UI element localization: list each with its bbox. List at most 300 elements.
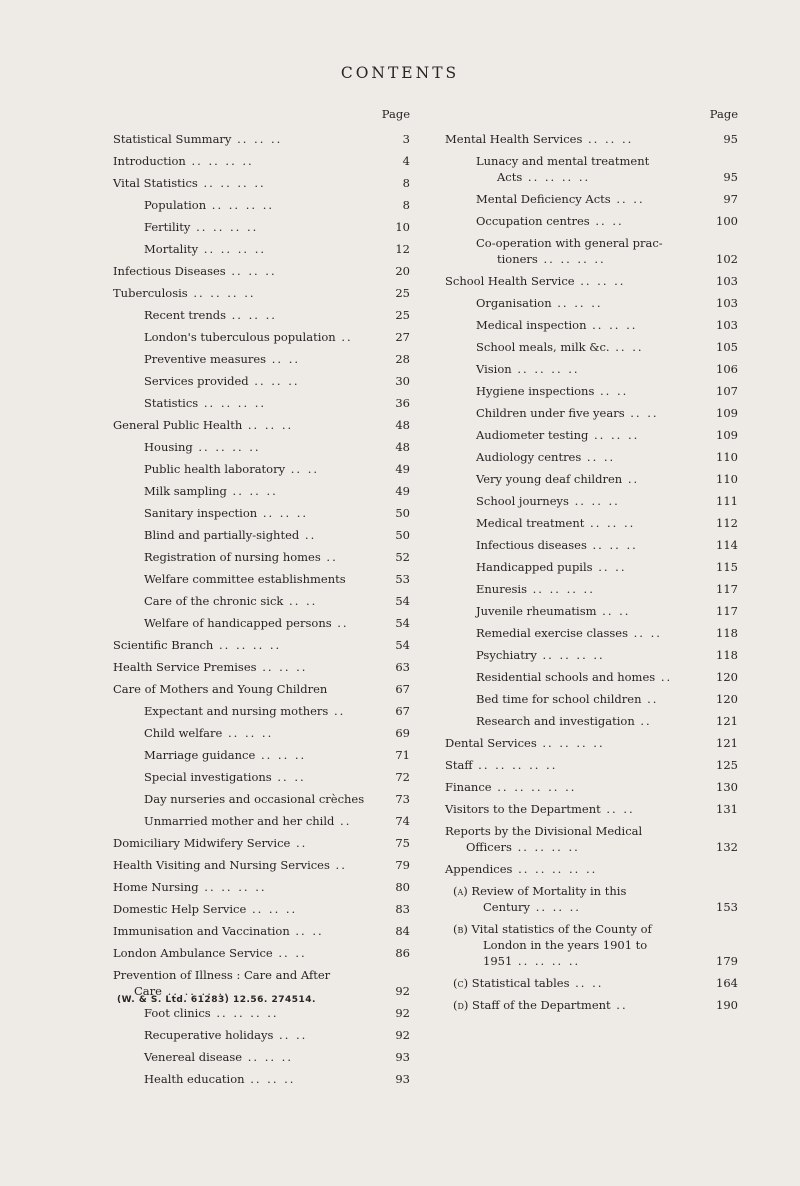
- leader-dots: ..: [331, 616, 349, 630]
- leader-dots: .. ..: [273, 1028, 308, 1042]
- leader-dots: .. .. .. ..: [197, 176, 266, 190]
- page-column-heading: Page: [381, 107, 410, 121]
- leader-dots: .. .. .. ..: [198, 242, 267, 256]
- toc-entry-page: 125: [716, 758, 738, 772]
- leader-dots: .. .. .. ..: [187, 286, 256, 300]
- toc-entry: [445, 881, 738, 919]
- toc-entry-label: Welfare of handicapped persons: [144, 616, 332, 630]
- toc-entry-page: 83: [395, 902, 410, 916]
- toc-entry: [445, 777, 738, 799]
- page-title: CONTENTS: [340, 64, 460, 82]
- toc-entry-continuation-text: tioners: [497, 252, 538, 266]
- toc-entry-label: Lunacy and mental treatment: [476, 154, 650, 168]
- leader-dots: .. ..: [271, 770, 306, 784]
- toc-entry-page: 86: [395, 946, 410, 960]
- leader-dots: ..: [655, 670, 673, 684]
- toc-entry-page: 112: [716, 516, 738, 530]
- toc-entry: [113, 283, 410, 305]
- toc-entry: [113, 899, 410, 921]
- toc-entry-page: 190: [716, 998, 738, 1012]
- toc-entry-page: 93: [395, 1072, 410, 1086]
- toc-entry-page: 103: [716, 296, 738, 310]
- toc-entry-label: Health Service Premises: [113, 660, 257, 674]
- toc-entry-page: 3: [402, 132, 410, 146]
- toc-entry: [113, 129, 410, 151]
- toc-entry: [113, 855, 410, 877]
- toc-entry: [445, 403, 738, 425]
- toc-entry-page: 120: [716, 692, 738, 706]
- leader-dots: .. ..: [610, 192, 645, 206]
- toc-entry-page: 103: [716, 274, 738, 288]
- toc-entry: [113, 239, 410, 261]
- toc-entry-page: 28: [395, 352, 410, 366]
- leader-dots: .. .. ..: [242, 1050, 293, 1064]
- toc-entry-label: Occupation centres: [476, 214, 590, 228]
- toc-entry: [445, 711, 738, 733]
- toc-entry: [445, 645, 738, 667]
- toc-entry: [113, 943, 410, 965]
- toc-entry-label: Child welfare: [144, 726, 223, 740]
- toc-entry: [113, 613, 410, 635]
- toc-entry-page: 54: [395, 616, 410, 630]
- leader-dots: .. .. ..: [226, 484, 278, 498]
- toc-entry-label: Sanitary inspection: [144, 506, 258, 520]
- leader-dots: ..: [334, 814, 352, 828]
- leader-dots: .. .. .. ..: [210, 1006, 279, 1020]
- toc-entry-label: Home Nursing: [113, 880, 199, 894]
- leader-dots: .. .. ..: [225, 264, 277, 278]
- toc-entry-page: 179: [716, 954, 738, 968]
- toc-entry-label: Audiometer testing: [476, 428, 589, 442]
- toc-entry: [445, 973, 738, 995]
- leader-dots: .. ..: [589, 214, 624, 228]
- toc-entry-page: 100: [716, 214, 738, 228]
- leader-dots: ..: [320, 550, 338, 564]
- toc-entry: [113, 437, 410, 459]
- toc-entry-label: Housing: [144, 440, 193, 454]
- leader-dots: .. ..: [285, 462, 320, 476]
- toc-entry: [445, 381, 738, 403]
- toc-entry-label: London Ambulance Service: [113, 946, 273, 960]
- toc-entry-page: 164: [716, 976, 738, 990]
- toc-entry: [113, 1003, 410, 1025]
- toc-entry-label: Recent trends: [144, 308, 226, 322]
- toc-entry-label: Residential schools and homes: [476, 670, 656, 684]
- toc-entry-label: Care of the chronic sick: [144, 594, 284, 608]
- leader-dots: .. .. .. ..: [198, 396, 267, 410]
- toc-entry-label: Services provided: [144, 374, 249, 388]
- toc-entry-page: 93: [395, 1050, 410, 1064]
- toc-entry: [445, 623, 738, 645]
- leader-dots: .. .. .. ..: [511, 840, 580, 854]
- toc-entry: [113, 745, 410, 767]
- toc-entry-label: Handicapped pupils: [476, 560, 593, 574]
- toc-entry-page: 111: [716, 494, 738, 508]
- toc-entry-label: Infectious diseases: [476, 538, 587, 552]
- toc-entry-page: 130: [716, 780, 738, 794]
- toc-entry-label: Appendices: [445, 862, 513, 876]
- toc-entry-page: 110: [716, 450, 738, 464]
- leader-dots: .. .. .. ..: [206, 198, 275, 212]
- toc-entry: [445, 535, 738, 557]
- toc-entry-label: Dental Services: [445, 736, 537, 750]
- leader-dots: .. ..: [592, 560, 627, 574]
- toc-entry: [113, 679, 410, 701]
- leader-dots: ..: [634, 714, 652, 728]
- toc-entry-page: 121: [716, 714, 738, 728]
- toc-entry-label: Infectious Diseases: [113, 264, 226, 278]
- toc-entry: [113, 833, 410, 855]
- toc-entry-label: Juvenile rheumatism: [476, 604, 597, 618]
- toc-entry-label: Prevention of Illness : Care and After: [113, 968, 331, 982]
- toc-entry-page: 25: [395, 286, 410, 300]
- toc-entry: [113, 657, 410, 679]
- toc-entry: [445, 315, 738, 337]
- toc-entry-label: Bed time for school children: [476, 692, 642, 706]
- toc-entry-page: 92: [395, 1028, 410, 1042]
- leader-dots: .. ..: [627, 626, 662, 640]
- toc-entry-label: Organisation: [476, 296, 552, 310]
- toc-entry: [445, 667, 738, 689]
- leader-dots: ..: [328, 704, 346, 718]
- toc-entry-page: 75: [395, 836, 410, 850]
- toc-entry-label: Marriage guidance: [144, 748, 256, 762]
- toc-entry-label: Staff: [445, 758, 473, 772]
- toc-entry: [113, 1025, 410, 1047]
- toc-entry-label: Hygiene inspections: [476, 384, 595, 398]
- toc-entry-page: 52: [395, 550, 410, 564]
- toc-entry-page: 71: [395, 748, 410, 762]
- toc-entry-page: 73: [395, 792, 410, 806]
- leader-dots: ..: [299, 528, 317, 542]
- leader-dots: .. .. ..: [584, 516, 636, 530]
- toc-entry-label: Preventive measures: [144, 352, 267, 366]
- toc-entry: [445, 129, 738, 151]
- toc-entry-label: Welfare committee establishments: [144, 572, 346, 586]
- toc-entry-page: 118: [716, 626, 738, 640]
- toc-entry: [113, 811, 410, 833]
- toc-entry-page: 84: [395, 924, 410, 938]
- toc-entry: [113, 481, 410, 503]
- leader-dots: .. .. ..: [246, 902, 298, 916]
- toc-entry-label: Mental Health Services: [445, 132, 583, 146]
- toc-entry-label: Visitors to the Department: [445, 802, 601, 816]
- toc-entry: [113, 151, 410, 173]
- toc-entry-continuation: [453, 937, 702, 953]
- toc-entry-page: 8: [402, 198, 410, 212]
- toc-entry-page: 109: [716, 406, 738, 420]
- toc-entry-label: Vital statistics of the County of: [471, 922, 652, 936]
- leader-dots: .. .. ..: [568, 494, 620, 508]
- contents-column-right: [445, 105, 738, 1017]
- toc-entry-label: Remedial exercise classes: [476, 626, 628, 640]
- toc-entry-page: 54: [395, 594, 410, 608]
- toc-entry: [445, 799, 738, 821]
- leader-dots: .. .. .. ..: [198, 880, 267, 894]
- appendix-marker: (b): [453, 922, 468, 936]
- leader-dots: .. .. ..: [551, 296, 603, 310]
- toc-entry: [445, 995, 738, 1017]
- leader-dots: ..: [290, 836, 308, 850]
- leader-dots: .. .. ..: [582, 132, 634, 146]
- leader-dots: .. ..: [266, 352, 301, 366]
- toc-entry: [445, 189, 738, 211]
- toc-entry-label: Research and investigation: [476, 714, 635, 728]
- toc-entry: [113, 701, 410, 723]
- leader-dots: .. ..: [289, 924, 324, 938]
- toc-entry-page: 117: [716, 604, 738, 618]
- toc-entry-page: 79: [395, 858, 410, 872]
- leader-dots: .. .. .. .. ..: [491, 780, 577, 794]
- appendix-marker: (d): [453, 998, 469, 1012]
- toc-entry: [113, 1047, 410, 1069]
- leader-dots: .. .. .. ..: [190, 220, 259, 234]
- toc-entry-page: 121: [716, 736, 738, 750]
- toc-entry-label: Enuresis: [476, 582, 527, 596]
- toc-entry-label: School Health Service: [445, 274, 575, 288]
- toc-entry: [113, 569, 410, 591]
- toc-entry-page: 110: [716, 472, 738, 486]
- toc-entry-label: Expectant and nursing mothers: [144, 704, 329, 718]
- leader-dots: .. .. ..: [530, 900, 581, 914]
- toc-entry-label: Unmarried mother and her child: [144, 814, 335, 828]
- toc-entry: [445, 211, 738, 233]
- toc-entry-page: 12: [395, 242, 410, 256]
- toc-entry: [113, 349, 410, 371]
- leader-dots: .. .. ..: [586, 318, 638, 332]
- toc-entry-label: Staff of the Department: [472, 998, 611, 1012]
- toc-entry-label: Public health laboratory: [144, 462, 286, 476]
- toc-entry-page: 92: [395, 984, 410, 998]
- toc-entry-label: Blind and partially-sighted: [144, 528, 300, 542]
- toc-entry: [445, 513, 738, 535]
- toc-entry-label: Medical treatment: [476, 516, 585, 530]
- toc-entry-label: Very young deaf children: [476, 472, 623, 486]
- toc-entry: [113, 635, 410, 657]
- toc-entry: [113, 1069, 410, 1091]
- leader-dots: .. ..: [596, 604, 631, 618]
- appendix-marker: (a): [453, 884, 468, 898]
- toc-entry-page: 63: [395, 660, 410, 674]
- toc-entry-continuation-text: Care: [134, 984, 162, 998]
- toc-entry: [113, 591, 410, 613]
- toc-entry-page: 107: [716, 384, 738, 398]
- leader-dots: ..: [610, 998, 628, 1012]
- toc-entry-page: 131: [716, 802, 738, 816]
- toc-entry-page: 153: [716, 900, 738, 914]
- leader-dots: .. .. ..: [256, 660, 308, 674]
- leader-dots: .. .. ..: [244, 1072, 296, 1086]
- leader-dots: ..: [641, 692, 659, 706]
- toc-entry: [113, 173, 410, 195]
- toc-entry: [445, 601, 738, 623]
- toc-entry: [445, 919, 738, 973]
- appendix-marker: (c): [453, 976, 469, 990]
- toc-entry: [113, 459, 410, 481]
- leader-dots: .. .. .. ..: [536, 736, 605, 750]
- toc-entry-page: 115: [716, 560, 738, 574]
- toc-entry-label: Scientific Branch: [113, 638, 214, 652]
- toc-entry-label: Health Visiting and Nursing Services: [113, 858, 330, 872]
- toc-entry-label: Introduction: [113, 154, 186, 168]
- toc-entry-label: Review of Mortality in this: [471, 884, 627, 898]
- toc-entry-page: 48: [395, 440, 410, 454]
- toc-entry-continuation: [445, 839, 702, 855]
- leader-dots: .. ..: [283, 594, 318, 608]
- leader-dots: .. ..: [600, 802, 635, 816]
- toc-entry-label: Mental Deficiency Acts: [476, 192, 611, 206]
- printer-imprint: (W. & S. Ltd. 61283) 12.56. 274514.: [117, 995, 316, 1005]
- toc-entry-page: 67: [395, 682, 410, 696]
- toc-entry-page: 114: [716, 538, 738, 552]
- toc-entry: [445, 733, 738, 755]
- toc-entry-continuation: [476, 251, 702, 267]
- toc-entry-label: Foot clinics: [144, 1006, 211, 1020]
- toc-entry: [445, 271, 738, 293]
- leader-dots: ..: [329, 858, 347, 872]
- toc-entry-page: 102: [716, 252, 738, 266]
- toc-entry-page: 69: [395, 726, 410, 740]
- leader-dots: .. .. ..: [231, 132, 283, 146]
- toc-entry-page: 27: [395, 330, 410, 344]
- toc-entry-label: Audiology centres: [476, 450, 582, 464]
- toc-entry-label: Medical inspection: [476, 318, 587, 332]
- toc-entry-page: 118: [716, 648, 738, 662]
- toc-entry-page: 105: [716, 340, 738, 354]
- toc-entry: [445, 447, 738, 469]
- toc-entry-label: Co-operation with general prac-: [476, 236, 663, 250]
- leader-dots: ..: [622, 472, 640, 486]
- toc-entry-continuation: [476, 169, 702, 185]
- toc-entry: [445, 689, 738, 711]
- toc-list: [445, 129, 738, 1017]
- leader-dots: .. .. ..: [248, 374, 300, 388]
- toc-entry-label: Statistical tables: [471, 976, 570, 990]
- toc-entry-continuation-text: Century: [483, 900, 531, 914]
- toc-entry-continuation-text: Officers: [466, 840, 512, 854]
- toc-entry-page: 72: [395, 770, 410, 784]
- toc-entry-page: 103: [716, 318, 738, 332]
- leader-dots: .. ..: [569, 976, 604, 990]
- toc-entry-continuation-text: 1951: [483, 954, 513, 968]
- toc-entry-label: Registration of nursing homes: [144, 550, 321, 564]
- toc-entry-page: 117: [716, 582, 738, 596]
- toc-entry: [445, 557, 738, 579]
- toc-entry-label: Care of Mothers and Young Children: [113, 682, 328, 696]
- toc-entry: [113, 547, 410, 569]
- toc-entry-label: Health education: [144, 1072, 245, 1086]
- toc-entry: [445, 491, 738, 513]
- toc-entry: [113, 261, 410, 283]
- leader-dots: .. .. ..: [574, 274, 626, 288]
- leader-dots: .. .. .. ..: [512, 954, 581, 968]
- toc-entry-label: Statistics: [144, 396, 199, 410]
- page-column-heading: Page: [709, 107, 738, 121]
- toc-entry-page: 4: [402, 154, 410, 168]
- toc-entry: [445, 579, 738, 601]
- toc-entry-page: 8: [402, 176, 410, 190]
- toc-entry-page: 48: [395, 418, 410, 432]
- toc-entry-label: Recuperative holidays: [144, 1028, 274, 1042]
- toc-entry: [445, 469, 738, 491]
- toc-entry-continuation: [453, 953, 702, 969]
- toc-entry-label: Vision: [476, 362, 512, 376]
- toc-entry-page: 120: [716, 670, 738, 684]
- toc-entry: [445, 859, 738, 881]
- toc-entry-page: 30: [395, 374, 410, 388]
- toc-entry-label: Immunisation and Vaccination: [113, 924, 290, 938]
- leader-dots: .. .. .. .. ..: [512, 862, 598, 876]
- toc-entry-page: 50: [395, 528, 410, 542]
- toc-entry-label: Statistical Summary: [113, 132, 232, 146]
- toc-entry-label: Tuberculosis: [113, 286, 188, 300]
- toc-entry-page: 49: [395, 484, 410, 498]
- toc-entry-label: Children under five years: [476, 406, 625, 420]
- toc-entry-page: 97: [723, 192, 738, 206]
- toc-entry: [113, 305, 410, 327]
- leader-dots: .. .. ..: [588, 428, 640, 442]
- toc-entry-label: Venereal disease: [144, 1050, 243, 1064]
- toc-entry-label: Milk sampling: [144, 484, 227, 498]
- toc-entry: [113, 393, 410, 415]
- toc-entry-label: Reports by the Divisional Medical: [445, 824, 643, 838]
- leader-dots: .. ..: [581, 450, 616, 464]
- toc-entry-page: 49: [395, 462, 410, 476]
- toc-entry: [113, 217, 410, 239]
- leader-dots: .. .. .. ..: [537, 252, 606, 266]
- leader-dots: .. .. .. ..: [522, 170, 591, 184]
- toc-entry-label: Day nurseries and occasional crèches: [144, 792, 365, 806]
- leader-dots: .. ..: [594, 384, 629, 398]
- toc-entry-label: School journeys: [476, 494, 569, 508]
- toc-entry: [113, 195, 410, 217]
- leader-dots: ..: [335, 330, 353, 344]
- toc-entry-continuation-text: London in the years 1901 to: [483, 938, 648, 952]
- toc-entry: [113, 723, 410, 745]
- toc-entry: [445, 425, 738, 447]
- toc-entry: [113, 767, 410, 789]
- contents-column-left: [113, 105, 410, 1091]
- toc-entry-page: 95: [723, 132, 738, 146]
- toc-entry: [113, 877, 410, 899]
- toc-entry-label: Mortality: [144, 242, 199, 256]
- toc-entry-page: 10: [395, 220, 410, 234]
- toc-entry-label: Fertility: [144, 220, 191, 234]
- toc-entry-page: 92: [395, 1006, 410, 1020]
- toc-entry-continuation: [453, 899, 702, 915]
- leader-dots: .. .. .. ..: [192, 440, 261, 454]
- toc-entry-page: 80: [395, 880, 410, 894]
- toc-entry-label: Finance: [445, 780, 492, 794]
- toc-entry: [445, 755, 738, 777]
- toc-entry-label: Population: [144, 198, 207, 212]
- toc-entry-page: 109: [716, 428, 738, 442]
- toc-entry-page: 36: [395, 396, 410, 410]
- toc-entry-page: 25: [395, 308, 410, 322]
- leader-dots: .. .. ..: [222, 726, 274, 740]
- leader-dots: .. ..: [272, 946, 307, 960]
- toc-entry: [113, 371, 410, 393]
- toc-entry-page: 20: [395, 264, 410, 278]
- toc-entry-page: 53: [395, 572, 410, 586]
- toc-list: [113, 129, 410, 1091]
- leader-dots: .. .. .. ..: [536, 648, 605, 662]
- toc-entry-label: Domiciliary Midwifery Service: [113, 836, 291, 850]
- toc-entry-label: School meals, milk &c.: [476, 340, 610, 354]
- toc-entry: [113, 415, 410, 437]
- toc-entry-label: London's tuberculous population: [144, 330, 336, 344]
- toc-entry: [445, 337, 738, 359]
